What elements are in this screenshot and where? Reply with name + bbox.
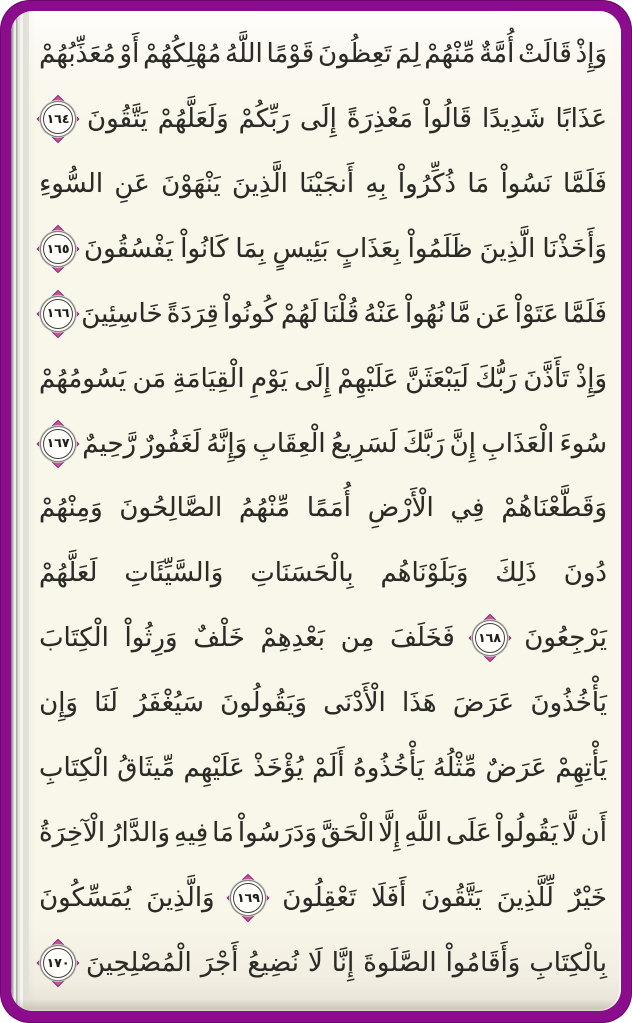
word: لَهُمْ bbox=[280, 298, 319, 329]
word: مِّنْهُمُ bbox=[239, 493, 291, 524]
word: إِلَّا bbox=[378, 818, 401, 849]
word: نُهُواْ bbox=[404, 298, 445, 329]
word: قَوْمًا bbox=[266, 39, 315, 69]
word: بِالْكِتَابِ bbox=[529, 947, 607, 978]
marker-ring bbox=[475, 623, 505, 653]
verse-number: ١٦٦ bbox=[46, 305, 70, 321]
quran-text-line bbox=[39, 414, 607, 474]
verse-end-marker bbox=[474, 622, 506, 654]
word: لَسَرِيعُ bbox=[330, 428, 398, 459]
word: عَن bbox=[475, 298, 511, 329]
verse-end-marker bbox=[232, 882, 264, 914]
word: مُهْلِكُهُمْ bbox=[143, 39, 222, 69]
word: بِعَذَابٍ bbox=[335, 233, 401, 264]
word: مَن bbox=[132, 363, 167, 394]
word: وَيَقُولُونَ bbox=[220, 688, 307, 719]
marker-ring bbox=[43, 104, 73, 134]
quran-text-line bbox=[39, 349, 607, 409]
word: لِّلَّذِينَ bbox=[496, 882, 554, 913]
word: خَيْرٌ bbox=[568, 882, 607, 913]
word: يَتَّقُونَ bbox=[421, 882, 482, 913]
word: رَّحِيمٌ bbox=[82, 428, 137, 459]
quran-text-line bbox=[39, 219, 607, 279]
word: وَرِثُواْ bbox=[124, 623, 178, 654]
marker-ring bbox=[43, 948, 73, 978]
word: هَذَا bbox=[402, 688, 437, 719]
verse-number: ١٦٨ bbox=[478, 630, 502, 646]
word: وَلَعَلَّهُمْ bbox=[157, 103, 229, 134]
word: الْمُصْلِحِينَ bbox=[86, 947, 192, 978]
word: الْقِيَامَةِ bbox=[172, 363, 245, 394]
word: الصَّالِحُونَ bbox=[119, 493, 223, 524]
marker-ring bbox=[43, 234, 73, 264]
word: مِّيثَاقُ bbox=[117, 753, 176, 784]
word: وَمِنْهُمْ bbox=[39, 493, 103, 524]
word: مَّا bbox=[449, 298, 471, 329]
word: الْأَرْضِ bbox=[367, 493, 434, 524]
quran-page bbox=[11, 11, 621, 1011]
verse-end-marker bbox=[42, 298, 74, 330]
word: رَبِّكُمْ bbox=[238, 103, 291, 134]
word: فَخَلَفَ bbox=[390, 623, 455, 654]
quran-text-line bbox=[39, 673, 607, 733]
word: الَّذِينَ bbox=[232, 168, 288, 199]
word: وَالسَّيِّئَاتِ bbox=[124, 558, 224, 589]
word: يَقُولُواْ bbox=[495, 818, 559, 849]
word: عَلَى bbox=[445, 818, 492, 849]
word: أُمَمًا bbox=[306, 493, 351, 524]
word: قِرَدَةً bbox=[166, 298, 219, 329]
word: مُعَذِّبُهُمْ bbox=[39, 39, 116, 69]
word: ظَلَمُواْ bbox=[407, 233, 473, 264]
verse-end-marker bbox=[42, 103, 74, 135]
quran-text-line bbox=[39, 284, 607, 344]
word: مَعْذِرَةً bbox=[346, 103, 414, 134]
word: وَالدَّارُ bbox=[108, 818, 171, 849]
word: ذَلِكَ bbox=[495, 558, 537, 589]
word: كُونُواْ bbox=[223, 298, 277, 329]
word: قَالُواْ bbox=[423, 103, 472, 134]
word: سُوءَ bbox=[559, 428, 607, 459]
verse-end-marker bbox=[42, 428, 74, 460]
word: وَقَطَّعْنَاهُمْ bbox=[501, 493, 607, 524]
marker-ring bbox=[233, 883, 263, 913]
verse-number: ١٦٤ bbox=[46, 110, 70, 126]
word: نُضِيعُ bbox=[247, 947, 299, 978]
word: يَنْهَوْنَ bbox=[161, 168, 221, 199]
word: وَالَّذِينَ bbox=[146, 882, 215, 913]
word: خَلْفٌ bbox=[193, 623, 245, 654]
word: أَفَلَا bbox=[371, 882, 407, 913]
quran-text-line bbox=[39, 803, 607, 863]
word: وَأَخَذْنَا bbox=[542, 233, 607, 264]
word: وَإِذْ bbox=[575, 39, 607, 69]
word: فَلَمَّا bbox=[563, 168, 607, 199]
word: الْأَدْنَى bbox=[323, 688, 386, 719]
word: يُؤْخَذْ bbox=[253, 753, 304, 784]
word: إِنَّ bbox=[449, 428, 476, 459]
quran-text-line bbox=[39, 933, 607, 993]
word: تَأَذَّنَ bbox=[523, 363, 570, 394]
word: عَذَابًا bbox=[555, 103, 607, 134]
word: وَإِذْ bbox=[575, 363, 607, 394]
word: أَلَمْ bbox=[312, 753, 345, 784]
word: يَأْخُذُوهُ bbox=[353, 753, 425, 784]
word: وَدَرَسُواْ bbox=[237, 818, 318, 849]
verse-number: ١٧٠ bbox=[46, 954, 70, 970]
word: أَجْرَ bbox=[200, 947, 239, 978]
word: نَسُواْ bbox=[500, 168, 552, 199]
word: بَئِيسٍ bbox=[272, 233, 329, 264]
word: عَرَضَ bbox=[452, 688, 515, 719]
quran-text-line bbox=[39, 868, 607, 928]
word: أَنجَيْنَا bbox=[299, 168, 355, 199]
word: وَإِنَّهُ bbox=[206, 428, 248, 459]
word: كَانُواْ bbox=[180, 233, 229, 264]
word: ذُكِّرُواْ bbox=[397, 168, 457, 199]
word: عَلَيْهِمْ bbox=[337, 363, 399, 394]
word: السُّوءِ bbox=[39, 168, 104, 199]
word: لَيَبْعَثَنَّ bbox=[405, 363, 469, 394]
word: مِن bbox=[340, 623, 375, 654]
word: دُونَ bbox=[563, 558, 607, 589]
marker-ring bbox=[43, 299, 73, 329]
word: لَعَلَّهُمْ bbox=[39, 558, 98, 589]
word: أَوْ bbox=[119, 39, 140, 69]
word: فَلَمَّا bbox=[563, 298, 607, 329]
word: عَنِ bbox=[114, 168, 150, 199]
word: لَا bbox=[307, 947, 323, 978]
quran-text-line bbox=[39, 478, 607, 538]
quran-text-line bbox=[39, 738, 607, 798]
quran-text-line bbox=[39, 89, 607, 149]
word: اللَّهُ bbox=[225, 39, 263, 69]
word: الْآخِرَةُ bbox=[39, 818, 106, 849]
word: فِي bbox=[450, 493, 485, 524]
word: وَإِن bbox=[39, 688, 78, 719]
word: بِمَا bbox=[235, 233, 266, 264]
word: قُلْنَا bbox=[322, 298, 360, 329]
marker-ring bbox=[43, 429, 73, 459]
word: لِمَ bbox=[395, 39, 421, 69]
word: مِّنْهُمْ bbox=[424, 39, 476, 69]
word: الْعِقَابِ bbox=[252, 428, 326, 459]
word: الْحَقَّ bbox=[320, 818, 375, 849]
word: قَالَتْ bbox=[518, 39, 572, 69]
quran-text-line bbox=[39, 154, 607, 214]
word: الَّذِينَ bbox=[479, 233, 536, 264]
word: تَعْقِلُونَ bbox=[282, 882, 357, 913]
word: أُمَّةٌ bbox=[479, 39, 515, 69]
page-edge-shadow bbox=[11, 11, 37, 1011]
word: يَأْخُذُونَ bbox=[530, 688, 607, 719]
word: شَدِيدًا bbox=[481, 103, 546, 134]
word: وَبَلَوْنَاهُم bbox=[380, 558, 469, 589]
word: الْعَذَابِ bbox=[481, 428, 555, 459]
word: إِلَى bbox=[300, 103, 337, 134]
word: يَأْتِهِمْ bbox=[555, 753, 607, 784]
quran-text-line bbox=[39, 543, 607, 603]
quran-text-line bbox=[39, 24, 607, 84]
word: عَرَضٌ bbox=[485, 753, 547, 784]
word: لَنَا bbox=[94, 688, 118, 719]
word: اللَّهِ bbox=[404, 818, 443, 849]
word: مَا bbox=[212, 818, 234, 849]
word: خَاسِئِينَ bbox=[81, 298, 163, 329]
word: الْكِتَابَ bbox=[39, 623, 109, 654]
word: عَنْهُ bbox=[363, 298, 401, 329]
word: مِّثْلُهُ bbox=[432, 753, 478, 784]
word: لَغَفُورٌ bbox=[141, 428, 201, 459]
word: بِالْحَسَنَاتِ bbox=[250, 558, 354, 589]
word: سَيُغْفَرُ bbox=[134, 688, 204, 719]
verse-number: ١٦٧ bbox=[46, 435, 70, 451]
verse-number: ١٦٩ bbox=[237, 889, 260, 905]
word: يَوْمِ bbox=[250, 363, 288, 394]
quran-text-line bbox=[39, 608, 607, 668]
word: لَّا bbox=[561, 818, 577, 849]
word: إِنَّا bbox=[331, 947, 355, 978]
word: أَن bbox=[580, 818, 607, 849]
word: عَتَوْاْ bbox=[514, 298, 559, 329]
word: يَرْجِعُونَ bbox=[524, 623, 607, 654]
word: رَبُّكَ bbox=[475, 363, 517, 394]
word: وَأَقَامُواْ bbox=[445, 947, 521, 978]
word: بَعْدِهِمْ bbox=[260, 623, 325, 654]
word: يَتَّقُونَ bbox=[87, 103, 148, 134]
verse-number: ١٦٥ bbox=[46, 240, 70, 256]
word: رَبَّكَ bbox=[402, 428, 445, 459]
word: عَلَيْهِم bbox=[183, 753, 245, 784]
word: يُمَسِّكُونَ bbox=[39, 882, 132, 913]
verse-end-marker bbox=[42, 233, 74, 265]
word: تَعِظُونَ bbox=[317, 39, 392, 69]
word: مَا bbox=[467, 168, 490, 199]
page-bottom-shadow bbox=[11, 999, 621, 1011]
verses-container bbox=[39, 24, 607, 993]
word: الْكِتَابِ bbox=[39, 753, 109, 784]
word: إِلَى bbox=[294, 363, 331, 394]
word: بِهِ bbox=[365, 168, 387, 199]
word: يَسُومُهُمْ bbox=[39, 363, 127, 394]
word: الصَّلَوةَ bbox=[363, 947, 437, 978]
word: فِيهِ bbox=[174, 818, 209, 849]
verse-end-marker bbox=[42, 947, 74, 979]
word: يَفْسُقُونَ bbox=[84, 233, 174, 264]
